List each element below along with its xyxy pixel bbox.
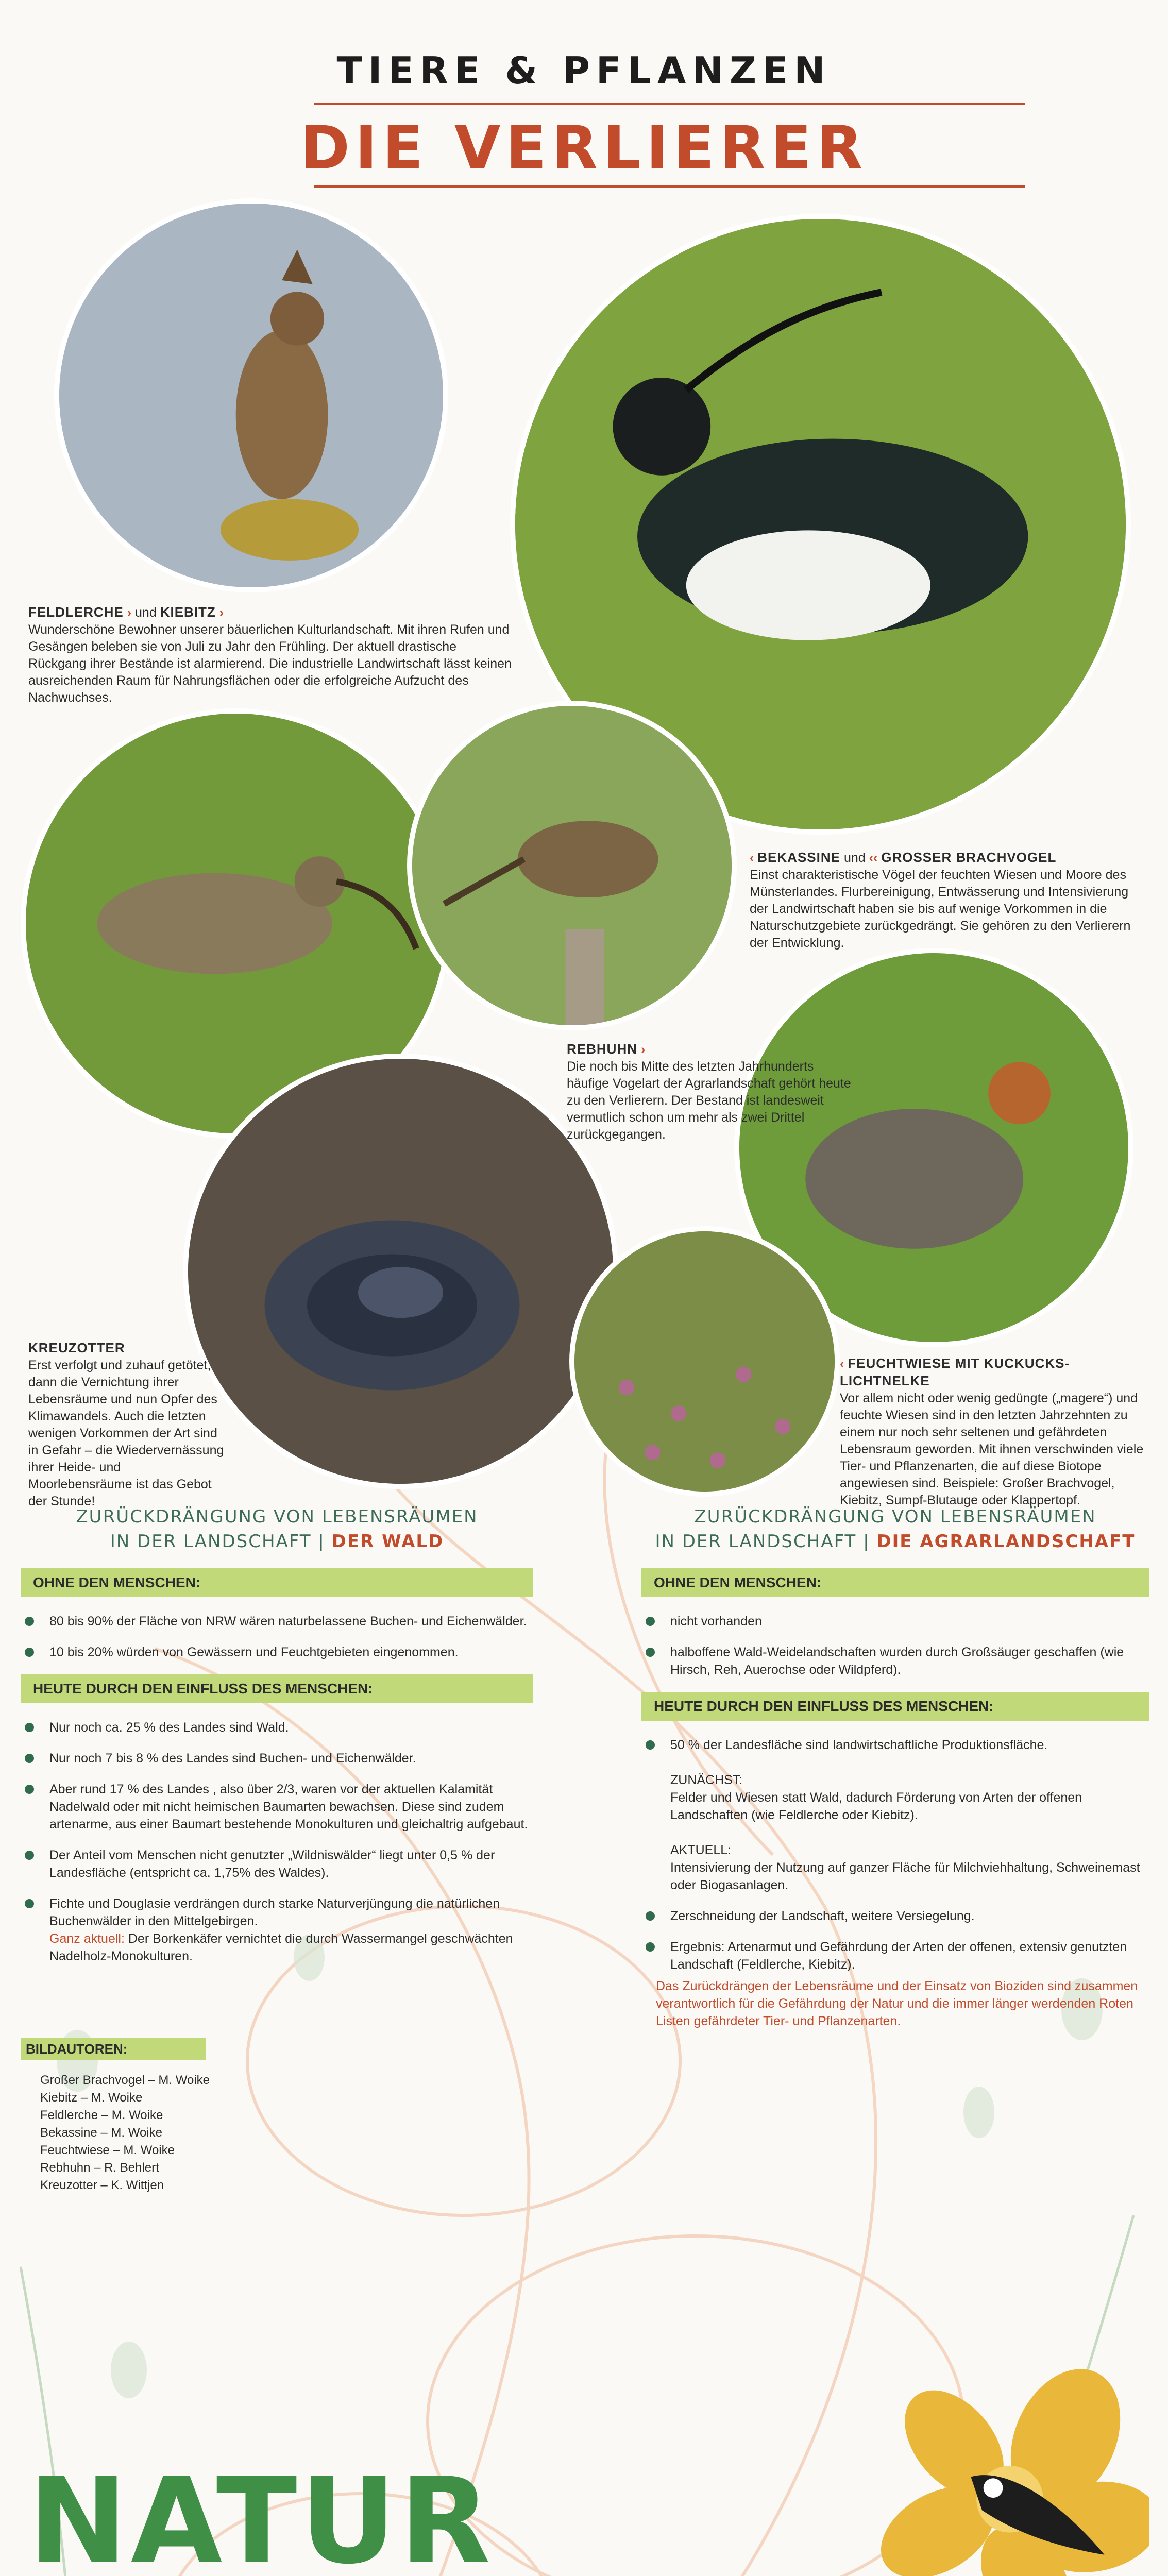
- caption-body: Die noch bis Mitte des letzten Jahrhunderts häufige Vogelart der Agrarlandschaft gehört heute zu den Verlierern. Der Bestand ist landesweit vermutlich schon um mehr als zwei Drittel zurückgegangen.: [567, 1059, 851, 1142]
- credit-item: Feldlerche – M. Woike: [40, 2108, 163, 2122]
- caption-body: Vor allem nicht oder wenig gedüngte („magere“) und feuchte Wiesen sind in den letzten Jahrzehnten zu einem nur noch sehr seltenen und gefährdeten Lebensraum geworden. Mit ihnen verschwinden viele Tier- und Pflanzenarten, die auf diese Biotope angewiesen sind. Beispiele: Großer Brachvogel, Kiebitz, Sumpf-Blutauge oder Klappertopf.: [840, 1391, 1144, 1507]
- list-item: Ergebnis: Artenarmut und Gefährdung der Arten der offenen, extensiv genutzten Landschaft (Feldlerche, Kiebitz).: [641, 1938, 1149, 1973]
- caption-kreuzotter: KREUZOTTER Erst verfolgt und zuhauf getötet, dann die Vernichtung ihrer Lebensräume und nun Opfer des Klimawandels. Auch die letzten wenigen Vorkommen der Art sind in Gefahr – die Wiedervernässung ihrer Heide- und Moorlebensräume ist das Gebot der Stunde!: [28, 1340, 224, 1509]
- credit-item: Kreuzotter – K. Wittjen: [40, 2178, 164, 2192]
- photo-feuchtwiese: [574, 1231, 835, 1492]
- list-item: Aber rund 17 % des Landes , also über 2/3, waren vor der aktuellen Kalamität Nadelwald oder mit nicht heimischen Baumarten bewachsen. Diese sind zudem artenarme, aus einer Baumart bestehende Monokulturen und gleichaltrig aufgebaut.: [21, 1781, 533, 1833]
- list-item: Fichte und Douglasie verdrängen durch starke Naturverjüngung die natürlichen Buchenwälder in den Mittelgebirgen. Ganz aktuell: Der Borkenkäfer vernichtet die durch Wassermangel geschwächten Nadelholz-Monokulturen.: [21, 1895, 533, 1965]
- list-item: Nur noch ca. 25 % des Landes sind Wald.: [21, 1719, 533, 1736]
- caption-body: Einst charakteristische Vögel der feuchten Wiesen und Moore des Münsterlandes. Flurbereinigung, Entwässerung und Intensivierung der Landwirtschaft haben sie bis auf wenige Vorkommen in die Naturschutzgebiete zurückgedrängt. Sie gehören zu den Verlierern der Entwicklung.: [750, 868, 1131, 950]
- kicker-heading: TIERE & PFLANZEN: [336, 49, 832, 92]
- agrar-before-bar: OHNE DEN MENSCHEN:: [641, 1568, 1149, 1597]
- wald-after-list: [21, 1719, 533, 1965]
- photo-credits: [21, 2038, 237, 2194]
- arrow-right-icon: ›: [219, 605, 224, 620]
- list-item: Der Anteil vom Menschen nicht genutzter „Wildniswälder“ liegt unter 0,5 % der Landesfläche (entspricht ca. 1,75% des Waldes).: [21, 1846, 533, 1882]
- agrar-after-list: [641, 1736, 1149, 2030]
- photo-feldlerche: [59, 204, 443, 587]
- list-item: halboffene Wald-Weidelandschaften wurden durch Großsäuger geschaffen (wie Hirsch, Reh, Auerochse oder Wildpferd).: [641, 1643, 1149, 1679]
- caption-feldlerche-kiebitz: FELDLERCHE › und KIEBITZ › Wunderschöne Bewohner unserer bäuerlichen Kulturlandschaft. Mit ihren Rufen und Gesängen beleben sie von Juli zu Jahr den Frühling. Der aktuell drastische Rückgang ihrer Bestände ist alarmierend. Die industrielle Landwirtschaft lässt keinen ausreichenden Raum für Nahrungsflächen oder die erfolgreiche Aufzucht des Nachwuchses.: [28, 604, 512, 705]
- arrow-left-icon: ‹: [840, 1357, 844, 1371]
- photo-kreuzotter: [188, 1059, 613, 1484]
- section-agrar: [641, 1504, 1149, 2043]
- agrar-after-bar: HEUTE DURCH DEN EINFLUSS DES MENSCHEN:: [641, 1692, 1149, 1721]
- title-rule-bottom: [314, 185, 1025, 188]
- caption-feuchtwiese: ‹ FEUCHTWIESE MIT KUCKUCKS-LICHTNELKE Vor allem nicht oder wenig gedüngte („magere“) und feuchte Wiesen sind in den letzten Jahrzehnten zu einem nur noch sehr seltenen und gefährdeten Lebensraum geworden. Mit ihnen verschwinden viele Tier- und Pflanzenarten, die auf diese Biotope angewiesen sind. Beispiele: Großer Brachvogel, Kiebitz, Sumpf-Blutauge oder Klappertopf.: [840, 1355, 1144, 1507]
- caption-body: Wunderschöne Bewohner unserer bäuerlichen Kulturlandschaft. Mit ihren Rufen und Gesängen beleben sie von Juli zu Jahr den Frühling. Der aktuell drastische Rückgang ihrer Bestände ist alarmierend. Die industrielle Landwirtschaft lässt keinen ausreichenden Raum für Nahrungsflächen oder die erfolgreiche Aufzucht des Nachwuchses.: [28, 622, 512, 705]
- section-wald-heading: ZURÜCKDRÄNGUNG VON LEBENSRÄUMEN IN DER LANDSCHAFT | DER WALD: [76, 1506, 478, 1552]
- list-item: 80 bis 90% der Fläche von NRW wären naturbelassene Buchen- und Eichenwälder.: [21, 1613, 533, 1630]
- list-item: nicht vorhanden: [641, 1613, 1149, 1630]
- section-wald: [21, 1504, 533, 1965]
- caption-rebhuhn: REBHUHN › Die noch bis Mitte des letzten Jahrhunderts häufige Vogelart der Agrarlandschaft gehört heute zu den Verlierern. Der Bestand ist landesweit vermutlich schon um mehr als zwei Drittel zurückgegangen.: [567, 1041, 851, 1142]
- arrow-left-icon: ‹: [750, 851, 754, 865]
- arrow-right-icon: ›: [127, 605, 132, 620]
- credits-label: BILDAUTOREN:: [21, 2038, 206, 2060]
- agrar-warning: Das Zurückdrängen der Lebensräume und der Einsatz von Bioziden sind zusammen verantwortlich für die Gefährdung der Natur und die immer länger werdenden Roten Listen gefährdeter Tier- und Pflanzenarten.: [656, 1979, 1138, 2028]
- list-item: 10 bis 20% würden von Gewässern und Feuchtgebieten eingenommen.: [21, 1643, 533, 1661]
- flower-bird-logo-icon: [871, 2354, 1149, 2576]
- caption-title: FELDLERCHE: [28, 604, 124, 620]
- agrar-before-list: [641, 1613, 1149, 1679]
- wald-before-list: [21, 1613, 533, 1661]
- caption-bekassine-brachvogel: ‹ BEKASSINE und ‹‹ GROSSER BRACHVOGEL Einst charakteristische Vögel der feuchten Wiesen und Moore des Münsterlandes. Flurbereinigung, Entwässerung und Intensivierung der Landwirtschaft haben sie bis auf wenige Vorkommen in die Naturschutzgebiete zurückgedrängt. Sie gehören zu den Verlierern der Entwicklung.: [750, 850, 1131, 950]
- credit-item: Feuchtwiese – M. Woike: [40, 2143, 175, 2157]
- page-title: DIE VERLIERER: [300, 113, 868, 183]
- photo-bekassine: [412, 706, 732, 1025]
- credit-item: Kiebitz – M. Woike: [40, 2091, 143, 2105]
- wald-after-bar: HEUTE DURCH DEN EINFLUSS DES MENSCHEN:: [21, 1674, 533, 1703]
- footer-title-line1: NATUR: [28, 2453, 494, 2576]
- wald-before-bar: OHNE DEN MENSCHEN:: [21, 1568, 533, 1597]
- section-agrar-heading: ZURÜCKDRÄNGUNG VON LEBENSRÄUMEN IN DER LANDSCHAFT | DIE AGRARLANDSCHAFT: [655, 1506, 1136, 1552]
- credit-item: Großer Brachvogel – M. Woike: [40, 2073, 210, 2087]
- arrow-double-left-icon: ‹‹: [869, 851, 878, 865]
- credit-item: Rebhuhn – R. Behlert: [40, 2161, 159, 2175]
- credit-item: Bekassine – M. Woike: [40, 2126, 162, 2140]
- title-rule-top: [314, 103, 1025, 105]
- list-item: Zerschneidung der Landschaft, weitere Versiegelung.: [641, 1907, 1149, 1925]
- caption-body: Erst verfolgt und zuhauf getötet, dann die Vernichtung ihrer Lebensräume und nun Opfer des Klimawandels. Auch die letzten wenigen Vorkommen der Art sind in Gefahr – die Wiedervernässung ihrer Heide- und Moorlebensräume ist das Gebot der Stunde!: [28, 1358, 224, 1509]
- list-item: Nur noch 7 bis 8 % des Landes sind Buchen- und Eichenwälder.: [21, 1750, 533, 1767]
- list-item: 50 % der Landesfläche sind landwirtschaftliche Produktionsfläche. ZUNÄCHST: Felder und Wiesen statt Wald, dadurch Förderung von Arten der offenen Landschaften (wie Feldlerche oder Kiebitz). AKTUELL: Intensivierung der Nutzung auf ganzer Fläche für Milchviehhaltung, Schweinemast oder Biogasanlagen.: [641, 1736, 1149, 1894]
- arrow-right-icon: ›: [640, 1042, 646, 1057]
